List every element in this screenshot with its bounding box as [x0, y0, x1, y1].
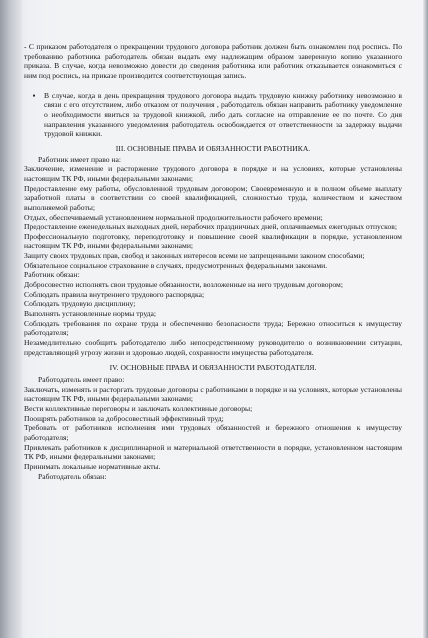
- section3-right: Обязательное социальное страхование в случаях, предусмотренных федеральными законами.: [24, 260, 328, 270]
- section3-right: Отдых, обеспечиваемый установлением нормальной продолжительности рабочего времени;: [24, 212, 323, 222]
- section3-right: Предоставление ему работы, обусловленной трудовым договором; Своевременную и в полном объеме выплату заработной платы в соответствии со своей квалификацией, сложностью труда, количеством и качеством выполняемой работы;: [24, 183, 402, 212]
- section3-right: Заключение, изменение и расторжение трудового договора в порядке и на условиях, которые установлены настоящим ТК РФ, иными федеральными законами;: [24, 164, 402, 183]
- page-edge: [423, 0, 428, 638]
- section3-duties-intro: Работник обязан:: [24, 270, 80, 280]
- section3-duty: Соблюдать трудовую дисциплину;: [24, 299, 136, 309]
- section3-duty: Выполнять установленные нормы труда;: [24, 309, 157, 319]
- document-body: [24, 42, 402, 481]
- section4-duties-intro: Работодатель обязан:: [38, 471, 107, 481]
- section3-right: Профессиональную подготовку, переподготовку и повышение своей квалификации в порядке, установленном настоящим ТК РФ, иными федеральными законами;: [24, 231, 402, 251]
- section4-right: Заключать, изменять и расторгать трудовые договоры с работниками в порядке и на условиях, которые установлены настоящим ТК РФ, иными федеральными законами;: [24, 384, 402, 404]
- binding-shadow: [0, 0, 22, 638]
- section4-right: Вести коллективные переговоры и заключать коллективные договоры;: [24, 403, 253, 413]
- section3-duty: Соблюдать правила внутреннего трудового распорядка;: [24, 289, 205, 299]
- intro-paragraph: - С приказом работодателя о прекращении трудового договора работник должен быть ознакомлен под роспись. По требованию работника работодатель обязан выдать ему надлежащим образом заверенную копию указанного приказа. В случае, когда невозможно довести до сведения работника или работник отказывается ознакомиться с ним под роспись, на приказе производится соответствующая запись.: [24, 42, 402, 80]
- bullet-paragraph-text: В случае, когда в день прекращения трудового договора выдать трудовую книжку работнику невозможно в связи с его отсутствием, либо отказом от получения , работодатель обязан направить работнику уведомление о необходимости явиться за трудовой книжкой, либо дать согласие на отправление ее по почте. Со дня направления указанного уведомления работодатель освобождается от ответственности за задержку выдачи трудовой книжки.: [44, 90, 402, 139]
- bullet-icon: ▪: [32, 90, 36, 100]
- bullet-paragraph: [24, 91, 402, 139]
- section3-duty: Добросовестно исполнять свои трудовые обязанности, возложенные на него трудовым договором;: [24, 280, 343, 290]
- section3-duty: Соблюдать требования по охране труда и обеспечению безопасности труда; Бережно относиться к имуществу работодателя;: [24, 318, 402, 338]
- section4-title: IV. ОСНОВНЫЕ ПРАВА И ОБЯЗАННОСТИ РАБОТОДАТЕЛЯ.: [109, 363, 317, 373]
- section4-right: Поощрять работников за добросовестный эффективный труд;: [24, 413, 224, 423]
- section4-right: Требовать от работников исполнения ими трудовых обязанностей и бережного отношения к имуществу работодателя;: [24, 423, 402, 442]
- section3-duty: Незамедлительно сообщить работодателю либо непосредственному руководителю о возникновении ситуации, представляющей угрозу жизни и здоровью людей, сохранности имущества работодателя.: [24, 338, 402, 357]
- section3-right: Предоставление еженедельных выходных дней, нерабочих праздничных дней, оплачиваемых ежегодных отпусков;: [24, 222, 397, 232]
- section4-right: Привлекать работников к дисциплинарной и материальной ответственности в порядке, установленном настоящим ТК РФ, иными федеральными законами;: [24, 442, 402, 462]
- section3-rights-intro: Работник имеет право на:: [38, 154, 122, 164]
- section4-rights-intro: Работодатель имеет право:: [38, 375, 125, 384]
- section4-right: Принимать локальные нормативные акты.: [24, 461, 161, 471]
- section3-title: III. ОСНОВНЫЕ ПРАВА И ОБЯЗАННОСТИ РАБОТНИКА.: [115, 143, 311, 153]
- section3-right: Защиту своих трудовых прав, свобод и законных интересов всеми не запрещенными законом способами;: [24, 251, 365, 261]
